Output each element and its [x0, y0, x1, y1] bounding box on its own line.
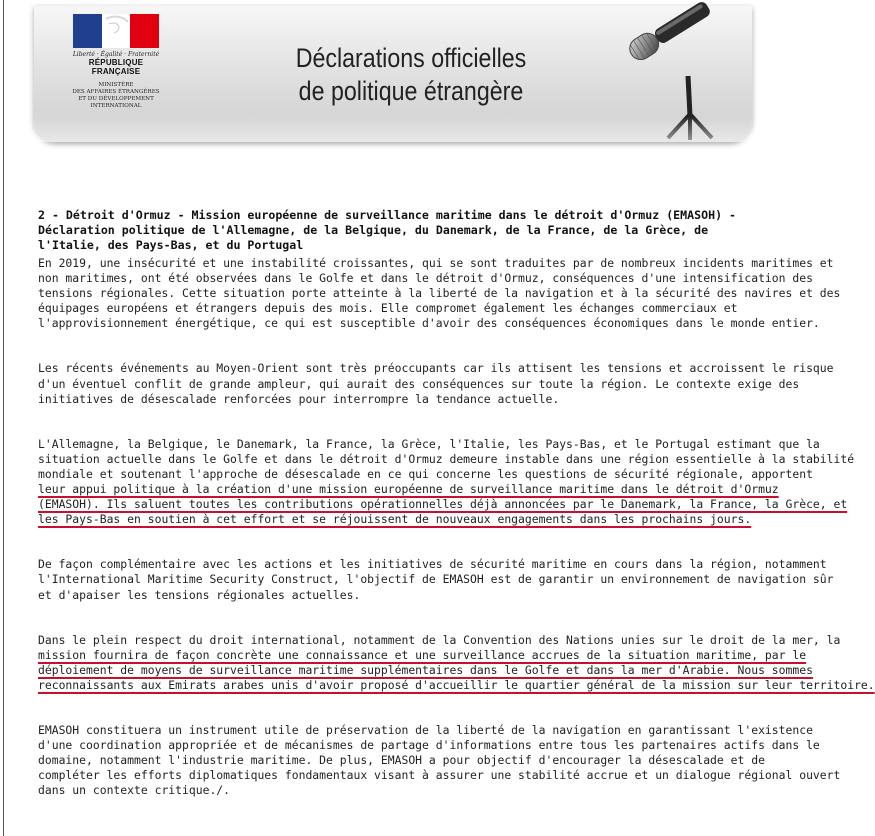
heading-line: l'Italie, des Pays-Bas, et du Portugal: [38, 238, 304, 252]
paragraph-line: EMASOH constituera un instrument utile de préservation de la liberté de la navigation en garantissant l'existence: [38, 722, 813, 737]
paragraph-recent-events: [38, 361, 834, 406]
paragraph-line: tensions régionales. Cette situation porte atteinte à la liberté de la navigation et à la sécurité des navires et des: [38, 286, 841, 301]
heading-line: 2 - Détroit d'Ormuz - Mission européenne de surveillance maritime dans le détroit d'Ormuz (EMASOH) -: [38, 208, 737, 222]
paragraph-political-support: [38, 436, 855, 528]
ministry-line: INTERNATIONAL: [90, 103, 142, 109]
paragraph-line: initiatives de désescalade renforcées pour interrompre la tendance actuelle.: [38, 391, 560, 406]
paragraph-line: équipages européens et étrangers depuis des mois. Elle compromet également les échanges commerciaux et: [38, 301, 738, 316]
microphone-icon: [600, 16, 750, 142]
paragraph-complementarity: [38, 557, 834, 602]
ministry-line: DES AFFAIRES ÉTRANGÈRES: [72, 89, 160, 95]
ministry-name: [64, 82, 168, 110]
paragraph-line: reconnaissants aux Emirats arabes unis d'avoir proposé d'accueillir le quartier général de la mission sur leur territoire.: [38, 677, 875, 692]
paragraph-line: mission fournira de façon concrète une connaissance et une surveillance accrues de la situation maritime, par le: [38, 647, 807, 662]
paragraph-context: [38, 256, 841, 331]
ministry-line: ET DU DÉVELOPPEMENT: [78, 96, 154, 102]
logo-republic-name: RÉPUBLIQUE FRANÇAISE: [88, 58, 144, 76]
marianne-flag-icon: [73, 14, 159, 48]
republique-francaise-logo: [64, 14, 168, 110]
paragraph-line: Dans le plein respect du droit international, notamment de la Convention des Nations unies sur le droit de la mer, la: [38, 632, 841, 647]
paragraph-line: L'Allemagne, la Belgique, le Danemark, la France, la Grèce, l'Italie, les Pays-Bas, et le Portugal estimant que la: [38, 436, 820, 451]
paragraph-line: Les récents événements au Moyen-Orient sont très préoccupants car ils attisent les tensions et accroissent le risque: [38, 361, 834, 376]
banner-title: [269, 42, 553, 108]
paragraph-line: d'un éventuel conflit de grande ampleur, qui aurait des conséquences sur toute la région. Le contexte exige des: [38, 376, 800, 391]
paragraph-emasoh-role: [38, 722, 841, 798]
paragraph-line: les Pays-Bas en soutien à cet effort et se réjouissent de nouveaux engagements dans les prochains jours.: [38, 512, 752, 527]
heading-line: Déclaration politique de l'Allemagne, de la Belgique, du Danemark, de la France, de la Grèce, de: [38, 223, 709, 237]
paragraph-line: dans un contexte critique./.: [38, 783, 231, 798]
paragraph-line: déploiement de moyens de surveillance maritime supplémentaires dans le Golfe et dans la mer d'Arabie. Nous sommes: [38, 662, 813, 677]
paragraph-line: situation actuelle dans le Golfe et dans le détroit d'Ormuz demeure instable dans une région essentielle à la stabilité: [38, 451, 855, 466]
paragraph-line: En 2019, une insécurité et une instabilité croissantes, qui se sont traduites par de nombreux incidents maritimes et: [38, 256, 834, 270]
banner-title-line: Déclarations officielles: [295, 43, 527, 73]
paragraph-line: l'International Maritime Security Construct, l'objectif de EMASOH est de garantir un environnement de navigation sûr: [38, 572, 834, 587]
header-banner: [34, 6, 752, 142]
logo-motto: Liberté · Égalité · Fraternité: [72, 51, 160, 58]
paragraph-line: compléter les efforts diplomatiques fondamentaux visant à assurer une stabilité accrue et un dialogue régional ouvert: [38, 768, 841, 783]
paragraph-line: d'une coordination appropriée et de mécanismes de partage d'informations entre tous les partenaires actifs dans le: [38, 738, 820, 753]
paragraph-line: leur appui politique à la création d'une mission européenne de surveillance maritime dans le détroit d'Ormuz: [38, 482, 779, 497]
page-left-border: [3, 0, 4, 836]
paragraph-line: (EMASOH). Ils saluent toutes les contributions opérationnelles déjà annoncées par le Danemark, la France, la Grèce, et: [38, 497, 848, 512]
statement-article: [38, 208, 875, 798]
paragraph-line: l'approvisionnement énergétique, ce qui est susceptible d'avoir des conséquences économiques dans le monde entier.: [38, 316, 820, 331]
paragraph-line: domaine, notamment l'industrie maritime. De plus, EMASOH a pour objectif d'encourager la désescalade et de: [38, 753, 765, 768]
paragraph-line: non maritimes, ont été observées dans le Golfe et dans le détroit d'Ormuz, conséquences d'une intensification des: [38, 271, 813, 286]
paragraph-line: De façon complémentaire avec les actions et les initiatives de sécurité maritime en cours dans la région, notamment: [38, 557, 827, 572]
paragraph-mission: [38, 632, 875, 693]
paragraph-line: mondiale et soutenant l'approche de désescalade en ce qui concerne les questions de sécurité régionale, apportent: [38, 466, 813, 481]
banner-title-line: de politique étrangère: [298, 76, 524, 106]
paragraph-line: et d'apaiser les tensions régionales actuelles.: [38, 587, 361, 602]
article-heading: [38, 208, 764, 253]
ministry-line: MINISTÈRE: [98, 82, 134, 88]
